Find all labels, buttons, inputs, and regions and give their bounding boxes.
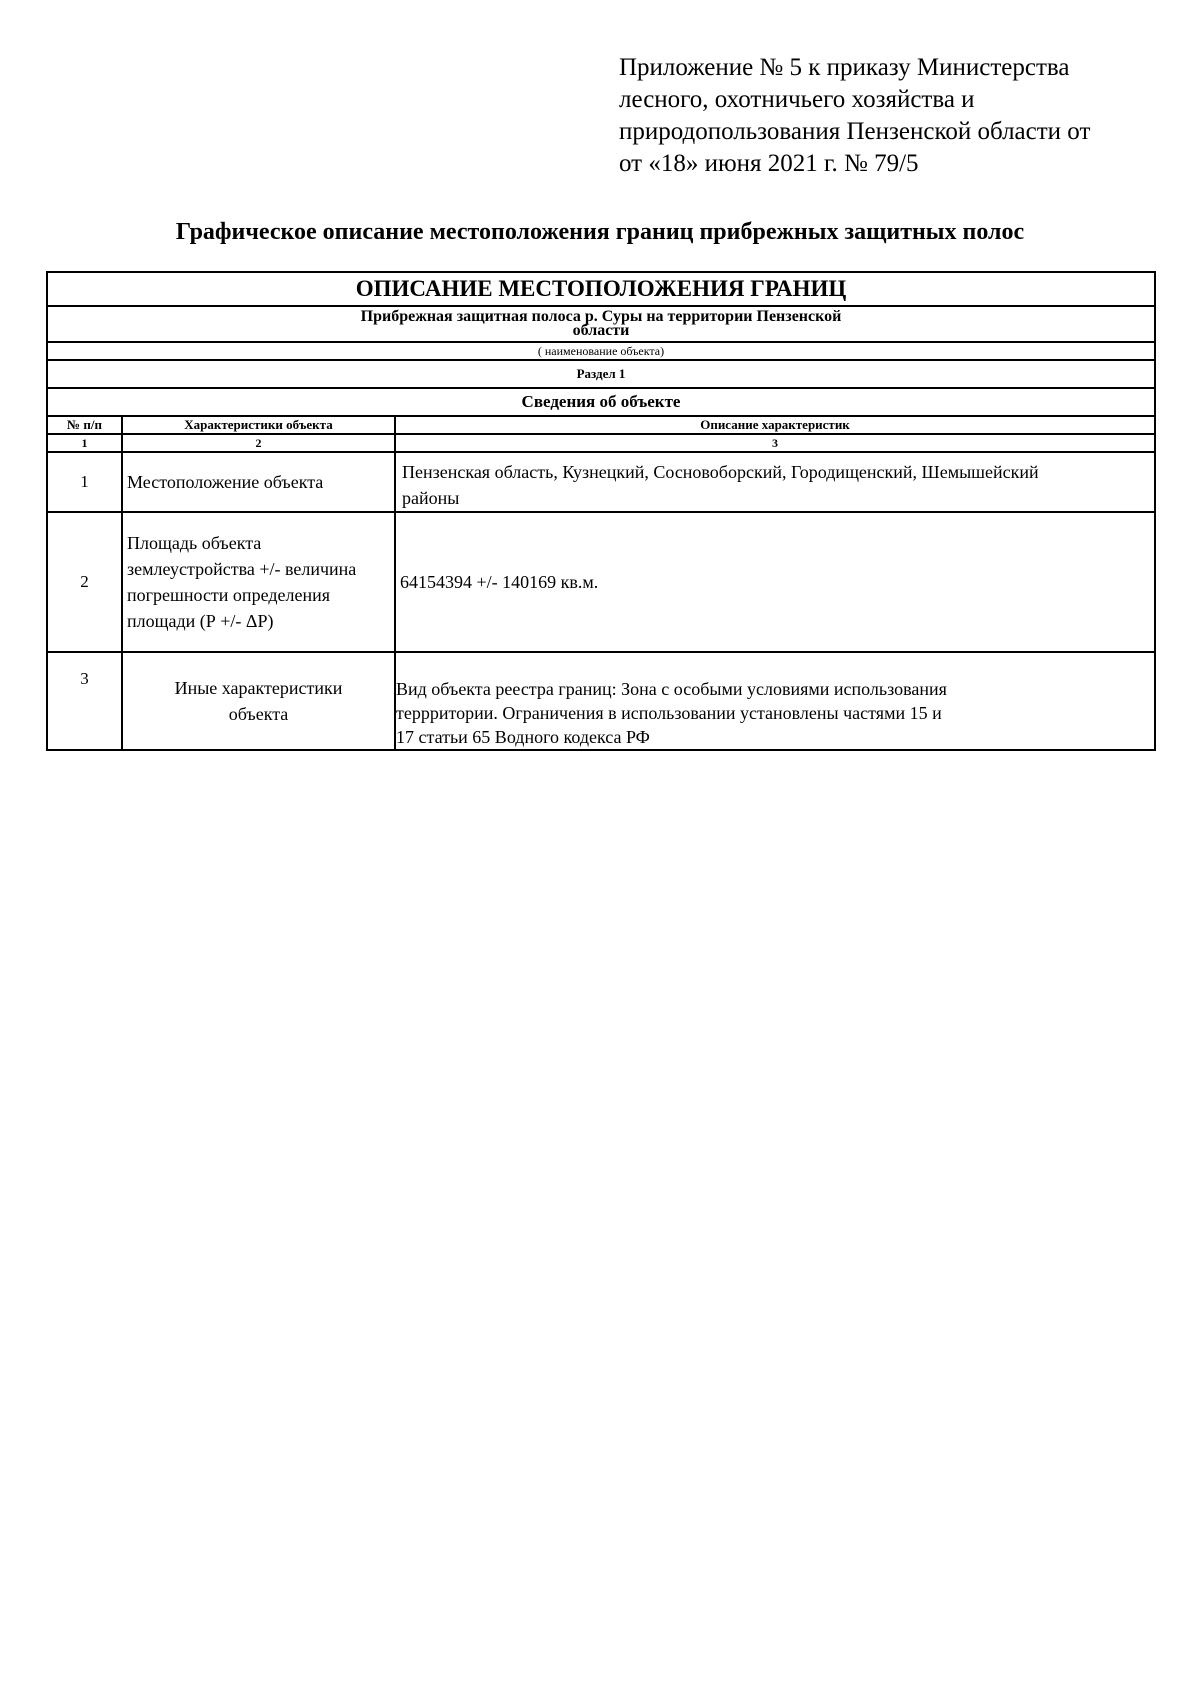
description-line: 17 статьи 65 Водного кодекса РФ xyxy=(396,727,650,747)
appendix-line: лесного, охотничьего хозяйства и xyxy=(619,86,975,113)
object-name-caption: ( наименование объекта) xyxy=(47,342,1155,360)
row-characteristic: Местоположение объекта xyxy=(122,452,395,512)
table-row xyxy=(47,512,1155,652)
description-line: Пензенская область, Кузнецкий, Сосновоборский, Городищенский, Шемышейский xyxy=(402,462,1039,482)
object-name xyxy=(47,306,1155,342)
column-number: 3 xyxy=(395,434,1155,452)
table-main-header: ОПИСАНИЕ МЕСТОПОЛОЖЕНИЯ ГРАНИЦ xyxy=(47,272,1155,306)
table-row xyxy=(47,652,1155,750)
appendix-line: Приложение № 5 к приказу Министерства xyxy=(619,54,1070,81)
table-row xyxy=(47,452,1155,512)
characteristic-line: погрешности определения xyxy=(127,585,330,605)
characteristic-line: площади (Р +/- ΔР) xyxy=(127,611,274,631)
row-characteristic xyxy=(122,512,395,652)
row-number: 3 xyxy=(47,652,122,750)
document-title: Графическое описание местоположения границ прибрежных защитных полос xyxy=(175,219,1025,245)
row-description xyxy=(395,652,1155,750)
characteristic-line: Иные характеристики xyxy=(174,678,343,698)
column-number: 2 xyxy=(122,434,395,452)
boundary-description-table xyxy=(46,271,1156,751)
column-header-number: № п/п xyxy=(47,416,122,434)
description-line: районы xyxy=(402,488,460,508)
row-description: 64154394 +/- 140169 кв.м. xyxy=(395,512,1155,652)
row-number: 2 xyxy=(47,512,122,652)
column-header-description: Описание характеристик xyxy=(395,416,1155,434)
appendix-note xyxy=(619,52,1179,180)
row-description xyxy=(395,452,1155,512)
section-label: Раздел 1 xyxy=(47,360,1155,388)
row-characteristic xyxy=(122,652,395,750)
info-header: Сведения об объекте xyxy=(47,388,1155,416)
column-number: 1 xyxy=(47,434,122,452)
object-name-line: области xyxy=(572,322,630,339)
appendix-line: от «18» июня 2021 г. № 79/5 xyxy=(619,150,919,177)
characteristic-line: Площадь объекта xyxy=(127,533,262,553)
column-header-characteristic: Характеристики объекта xyxy=(122,416,395,434)
description-line: террритории. Ограничения в использовании установлены частями 15 и xyxy=(396,703,942,723)
description-line: Вид объекта реестра границ: Зона с особыми условиями использования xyxy=(396,679,947,699)
object-name-line: Прибрежная защитная полоса р. Суры на территории Пензенской xyxy=(360,308,842,325)
row-number: 1 xyxy=(47,452,122,512)
characteristic-line: землеустройства +/- величина xyxy=(127,559,357,579)
appendix-line: природопользования Пензенской области от xyxy=(619,118,1091,145)
characteristic-line: объекта xyxy=(228,704,289,724)
